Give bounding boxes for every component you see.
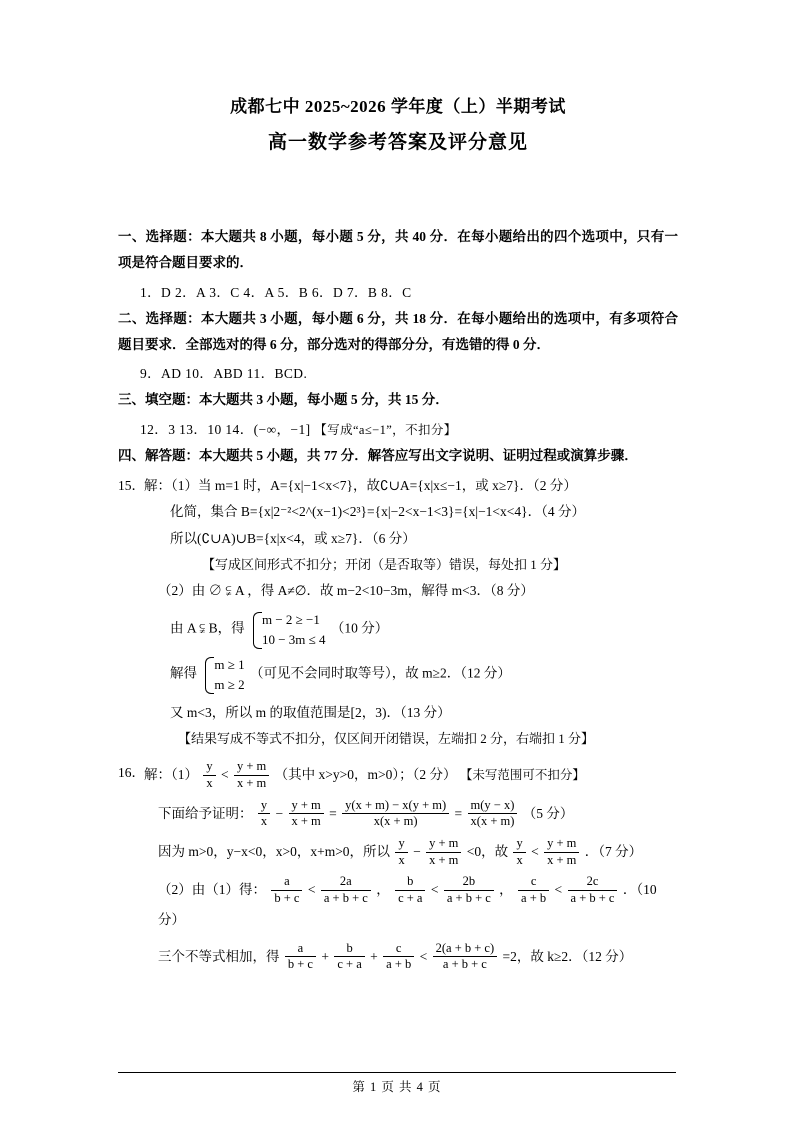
q16-line-3 [144,837,674,869]
q15-brace1-row1: m − 2 ≥ −1 [261,612,320,628]
q16-l3-fraction-3 [513,836,525,868]
page-title-subject: 高一数学参考答案及评分意见 [267,132,528,153]
question-16-body [144,760,674,974]
section-2-heading [118,306,678,359]
q16-line-1-note: 【未写范围可不扣分】 [459,768,585,783]
section-3-heading [118,387,678,413]
q15-line-5-score: （10 分） [330,620,389,636]
q16-l4-f4-den: a + b + c [444,890,494,907]
q16-l2-f1-num: y [260,797,268,812]
q16-l2-eq-1: = [329,805,337,821]
section-2-label: 二、选择题： [118,310,201,326]
footer-divider [118,1072,676,1073]
q15-brace2-row1: m ≥ 1 [214,657,245,673]
q16-l5-f4-den: a + b + c [433,956,498,973]
q15-line-6 [144,655,674,694]
title-spacer [118,182,678,224]
section-2-answers: 9．AD 10．ABD 11．BCD. [140,366,308,382]
q16-l4-f4-num: 2b [462,874,476,889]
q16-line-2 [144,799,674,831]
q16-l5-plus-2: + [370,948,378,964]
q16-l2-f4-den: x(x + m) [468,813,518,830]
q16-l3-f4-den: x + m [544,852,579,869]
q15-system-brace-2 [202,655,244,694]
q16-l3-relation: < [531,844,539,860]
q16-l4-f3-den: c + a [395,890,425,907]
q16-l1-fraction-2 [234,759,269,791]
section-1-heading [118,224,678,277]
q16-l2-f3-den: x(x + m) [342,813,449,830]
q16-l5-f2-den: c + a [334,956,364,973]
q16-l3-fraction-1 [395,836,407,868]
q16-l2-eq-2: = [454,805,463,821]
q16-l4-f6-num: 2c [586,874,599,889]
q15-note-2: 【结果写成不等式不扣分，仅区间开闭错误，左端扣 2 分，右端扣 1 分】 [178,731,595,747]
q16-l2-f2-num: y + m [291,797,321,812]
q16-l4-f1-den: b + c [271,890,302,907]
section-3-answers [118,416,678,443]
q16-l4-fraction-1 [271,874,302,906]
q16-l4-comma-1: ， [376,882,390,898]
q16-line-3-prefix: 因为 m>0，y−x<0，x>0，x+m>0，所以 [158,844,391,860]
q16-line-1-suffix: （其中 x>y>0，m>0）；（2 分） [274,767,457,783]
q15-brace2-row2: m ≥ 2 [214,676,245,692]
page-title-school-exam: 成都七中 2025~2026 学年度（上）半期考试 [230,97,566,116]
q15-line-6-text: （可见不会同时取等号），故 m≥2．（12 分） [250,665,511,681]
q16-line-2-prefix: 下面给予证明： [158,805,253,821]
q16-l1-f2-num: y + m [237,759,267,774]
q16-l2-f1-den: x [258,813,270,830]
q16-line-1-prefix: 解：（1） [144,767,198,783]
q16-l4-f2-den: a + b + c [321,890,371,907]
q16-l4-f2-num: 2a [339,874,352,889]
q16-l4-fraction-6 [568,874,618,906]
section-1-label: 一、选择题： [118,229,201,244]
q16-l4-f5-num: c [530,874,537,889]
section-3-label: 三、填空题： [118,392,199,408]
q16-l1-fraction-1 [203,759,215,791]
q16-l2-fraction-4 [468,798,518,830]
q16-l4-fraction-5 [518,874,549,906]
q16-l5-fraction-4 [433,941,498,973]
section-3-answer-values: 12．3 13．10 14．(−∞，−1] [140,421,311,437]
section-3-answer-note: 【写成“a≤−1”，不扣分】 [314,422,457,437]
q16-l5-fraction-3 [383,941,414,973]
q16-l1-f2-den: x + m [234,775,269,792]
section-4-heading [118,443,678,469]
q15-line-2: 化简，集合 B={x|2⁻²<2^(x−1)<2³}={x|−2<x−1<3}={x|−1<x<4}．（4 分） [170,504,586,520]
q16-l3-f3-den: x [513,852,525,869]
q15-line-7: 又 m<3，所以 m 的取值范围是[2，3)．（13 分） [170,705,451,721]
q16-l2-minus: − [275,805,284,821]
question-16 [118,760,678,974]
q16-l5-f1-den: b + c [285,956,316,973]
q16-l4-r1: < [307,882,316,898]
q16-line-4-score: ．（10 分） [158,882,657,928]
section-4-label: 四、解答题： [118,447,199,463]
q16-l3-fraction-4 [544,836,579,868]
q16-l1-f1-den: x [203,775,215,792]
q16-l5-plus-1: + [321,948,329,964]
question-15-number: 15． [118,477,145,493]
q16-l2-f3-num: y(x + m) − x(y + m) [345,797,447,812]
q16-l2-fraction-2 [289,798,324,830]
q16-l4-fraction-4 [444,874,494,906]
section-4-description: 本大题共 5 小题，共 77 分．解答应写出文字说明、证明过程或演算步骤． [199,447,638,463]
q16-l2-fraction-1 [258,798,270,830]
q15-line-5 [144,610,674,649]
q16-l4-r2: < [430,882,439,898]
q16-l1-f1-num: y [206,759,213,774]
question-15 [118,473,678,753]
q15-line-5-prefix: 由 A ⫋ B，得 [170,620,245,636]
section-1-answers: 1．D 2．A 3．C 4．A 5．B 6．D 7．B 8．C [140,284,412,300]
q16-l3-f1-num: y [398,835,405,850]
q16-l2-f4-num: m(y − x) [470,797,515,812]
q16-line-4-prefix: （2）由（1）得： [158,882,266,898]
q16-line-5-prefix: 三个不等式相加，得 [158,948,280,964]
q16-l5-relation: < [419,948,428,964]
q16-l4-f5-den: a + b [518,890,549,907]
q16-l3-minus: − [413,844,421,860]
q16-line-2-score: （5 分） [522,805,574,821]
q15-line-3: 所以(∁∪A)∪B={x|x<4，或 x≥7}．（6 分） [170,530,416,546]
section-2-description: 本大题共 3 小题，每小题 6 分，共 18 分．在每小题给出的选项中，有多项符合题目要求．全部选对的得 6 分，部分选对的得部分分，有选错的得 0 分． [118,310,679,352]
q16-l4-fraction-2 [321,874,371,906]
q16-l5-f2-num: b [346,940,353,955]
q16-l5-fraction-2 [334,941,364,973]
q16-l3-f3-num: y [516,835,523,850]
q16-line-1 [144,760,674,792]
q16-l1-relation: < [221,767,229,783]
q16-l3-f1-den: x [395,852,407,869]
q15-line-4: （2）由 ∅ ⫋ A ，得 A≠∅．故 m−2<10−3m，解得 m<3．（8 分） [158,582,534,598]
q16-line-5-suffix: =2，故 k≥2．（12 分） [502,948,633,964]
q15-brace1-row2: 10 − 3m ≤ 4 [261,631,326,647]
q16-l4-fraction-3 [395,874,425,906]
q16-l3-f2-den: x + m [426,852,461,869]
q15-line-1: 解：（1）当 m=1 时，A={x|−1<x<7}，故∁∪A={x|x≤−1，或 x≥7}．（2 分） [144,477,577,493]
q16-l5-fraction-1 [285,941,316,973]
page-content [118,92,678,974]
q16-l3-f2-num: y + m [429,835,459,850]
q15-line-6-prefix: 解得 [170,665,197,681]
q16-l2-f2-den: x + m [289,813,324,830]
q16-l2-fraction-3 [342,798,449,830]
q16-l5-f3-den: a + b [383,956,414,973]
footer-page-number: 第 1 页 共 4 页 [352,1080,442,1094]
q16-l4-comma-2: ， [499,882,513,898]
section-1-description: 本大题共 8 小题，每小题 5 分，共 40 分．在每小题给出的四个选项中，只有一项是符合题目要求的． [118,229,679,271]
q16-l5-f4-num: 2(a + b + c) [435,940,495,955]
q16-l3-f4-num: y + m [547,835,577,850]
question-16-number: 16． [118,765,145,781]
q16-l3-mid: <0，故 [466,844,509,860]
q16-line-4 [144,875,674,934]
q16-l5-f3-num: c [395,940,402,955]
q16-l3-fraction-2 [426,836,461,868]
q16-line-3-suffix: ．（7 分） [584,844,643,860]
question-15-body [144,473,674,753]
q16-l4-f3-num: b [407,874,414,889]
q16-l5-f1-num: a [297,940,304,955]
q16-l4-r3: < [554,882,563,898]
q15-system-brace-1 [250,610,326,649]
q15-note-1: 【写成区间形式不扣分；开闭（是否取等）错误，每处扣 1 分】 [202,556,567,572]
q16-line-5 [144,942,674,974]
section-3-description: 本大题共 3 小题，每小题 5 分，共 15 分． [199,392,449,408]
page-footer [118,1072,676,1095]
q16-l4-f1-num: a [284,874,290,889]
q16-l4-f6-den: a + b + c [568,890,618,907]
